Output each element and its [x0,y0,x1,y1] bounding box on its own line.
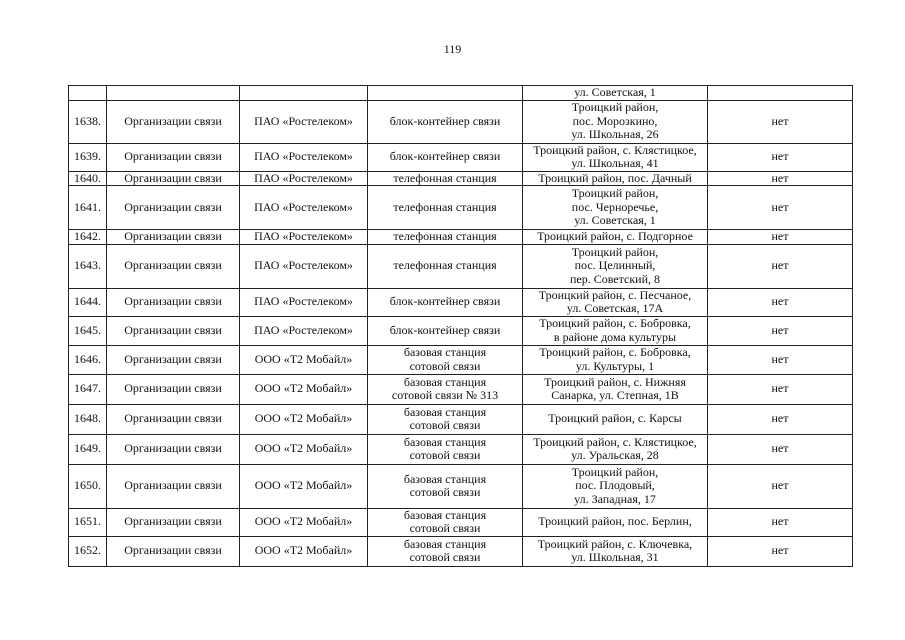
cell-object-type [368,186,523,230]
cell-address [523,345,708,374]
cell-object-type [368,143,523,171]
cell-object-type [368,464,523,508]
cell-object-type [368,230,523,245]
table-row [69,230,853,245]
address-line: ул. Советская, 1 [574,85,656,99]
cell-object-type [368,244,523,288]
cell-object-type [368,288,523,316]
address-line: ул. Советская, 1 [574,213,656,228]
table-row [69,186,853,230]
cell-object-type [368,316,523,345]
cell-number: 1648. [69,404,107,434]
cell-value: нет [708,230,853,245]
cell-address [523,316,708,345]
object-type-line: телефонная станция [393,258,497,273]
cell-category: Организации связи [107,171,240,186]
cell-value: нет [708,536,853,566]
object-type-line: базовая станция [403,434,487,449]
object-type-line: телефонная станция [393,171,497,185]
cell-number: 1639. [69,143,107,171]
object-type-line: блок-контейнер связи [389,322,501,337]
address-line: ул. Школьная, 26 [571,127,659,142]
cell-number: 1652. [69,536,107,566]
registry-table-body [69,86,853,567]
cell-organization: ООО «Т2 Мобайл» [240,404,368,434]
cell-value [708,86,853,101]
cell-organization: ООО «Т2 Мобайл» [240,508,368,536]
cell-organization: ООО «Т2 Мобайл» [240,464,368,508]
address-line: пос. Черноречье, [571,199,659,214]
address-line: Троицкий район, пос. Дачный [538,171,692,185]
cell-organization: ПАО «Ростелеком» [240,244,368,288]
object-type-line: базовая станция [403,536,487,551]
table-row [69,288,853,316]
object-type-line: базовая станция [403,404,487,419]
cell-value: нет [708,464,853,508]
cell-number: 1642. [69,230,107,245]
table-row [69,508,853,536]
cell-category: Организации связи [107,464,240,508]
address-line: пер. Советский, 8 [569,271,661,286]
cell-object-type [368,536,523,566]
cell-category: Организации связи [107,404,240,434]
cell-organization: ПАО «Ростелеком» [240,143,368,171]
cell-value: нет [708,143,853,171]
cell-address [523,171,708,186]
cell-address [523,404,708,434]
cell-value: нет [708,171,853,186]
address-line: Троицкий район, пос. Берлин, [538,514,692,529]
table-row [69,536,853,566]
cell-category: Организации связи [107,143,240,171]
address-line: Троицкий район, с. Клястицкое, [533,434,697,449]
cell-number: 1651. [69,508,107,536]
cell-number: 1650. [69,464,107,508]
cell-value: нет [708,374,853,404]
address-line: Троицкий район, с. Нижняя [544,374,686,389]
object-type-line: базовая станция [403,374,487,389]
address-line: Троицкий район, [571,100,659,115]
page-number: 119 [443,42,462,56]
cell-address [523,508,708,536]
address-line: ул. Советская, 17А [566,301,664,315]
table-row [69,171,853,186]
table-row [69,434,853,464]
cell-number: 1641. [69,186,107,230]
object-type-line: блок-контейнер связи [389,294,501,309]
address-line: пос. Морозкино, [572,113,658,128]
cell-number: 1643. [69,244,107,288]
cell-object-type [368,100,523,143]
cell-value: нет [708,316,853,345]
address-line: ул. Школьная, 31 [571,550,659,564]
cell-address [523,86,708,101]
cell-category: Организации связи [107,374,240,404]
address-line: Троицкий район, с. Карсы [548,411,682,426]
cell-value: нет [708,244,853,288]
cell-object-type [368,171,523,186]
cell-address [523,244,708,288]
object-type-line: блок-контейнер связи [389,149,501,164]
object-type-line: базовая станция [403,345,487,359]
cell-category: Организации связи [107,345,240,374]
cell-number: 1649. [69,434,107,464]
cell-value: нет [708,508,853,536]
address-line: Троицкий район, [571,464,659,479]
cell-category: Организации связи [107,100,240,143]
address-line: Троицкий район, с. Ключевка, [537,536,693,551]
cell-address [523,100,708,143]
object-type-line: блок-контейнер связи [389,113,501,128]
cell-address [523,230,708,245]
table-row [69,345,853,374]
cell-object-type [368,434,523,464]
address-line: Троицкий район, с. Бобровка, [539,316,691,330]
address-line: ул. Уральская, 28 [571,448,659,462]
object-type-line: сотовой связи [409,358,481,373]
object-type-line: базовая станция [403,508,487,522]
cell-organization: ООО «Т2 Мобайл» [240,536,368,566]
table-row [69,374,853,404]
table-row [69,464,853,508]
cell-value: нет [708,404,853,434]
cell-organization: ООО «Т2 Мобайл» [240,345,368,374]
object-type-line: сотовой связи [409,521,481,535]
address-line: ул. Западная, 17 [574,491,656,506]
cell-category [107,86,240,101]
object-type-line: сотовой связи № 313 [391,388,499,402]
cell-address [523,464,708,508]
cell-value: нет [708,288,853,316]
address-line: Троицкий район, с. Бобровка, [539,345,691,359]
cell-value: нет [708,186,853,230]
address-line: в районе дома культуры [553,329,677,344]
cell-number [69,86,107,101]
cell-category: Организации связи [107,536,240,566]
object-type-line: базовая станция [403,471,487,486]
cell-category: Организации связи [107,508,240,536]
cell-number: 1644. [69,288,107,316]
table-row [69,316,853,345]
cell-organization: ООО «Т2 Мобайл» [240,374,368,404]
table-row [69,244,853,288]
cell-address [523,288,708,316]
cell-category: Организации связи [107,186,240,230]
object-type-line: сотовой связи [409,448,481,462]
address-line: Троицкий район, [571,244,659,259]
cell-organization [240,86,368,101]
address-line: Троицкий район, с. Песчаное, [538,288,692,302]
cell-object-type [368,508,523,536]
object-type-line: телефонная станция [393,229,497,243]
cell-value: нет [708,100,853,143]
cell-organization: ПАО «Ростелеком» [240,316,368,345]
table-row [69,143,853,171]
address-line: Троицкий район, с. Клястицкое, [533,143,697,157]
cell-category: Организации связи [107,288,240,316]
cell-category: Организации связи [107,316,240,345]
cell-category: Организации связи [107,434,240,464]
address-line: ул. Культуры, 1 [575,358,655,373]
cell-number: 1647. [69,374,107,404]
address-line: Санарка, ул. Степная, 1В [551,388,679,402]
cell-object-type [368,404,523,434]
cell-address [523,434,708,464]
table-row [69,100,853,143]
cell-address [523,536,708,566]
table-row [69,404,853,434]
address-line: Троицкий район, с. Подгорное [537,229,693,243]
cell-address [523,374,708,404]
cell-value: нет [708,434,853,464]
cell-object-type [368,345,523,374]
object-type-line: сотовой связи [409,485,481,499]
address-line: Троицкий район, [571,186,659,201]
cell-number: 1646. [69,345,107,374]
cell-address [523,186,708,230]
continuation-row [69,86,853,101]
cell-object-type [368,374,523,404]
cell-category: Организации связи [107,244,240,288]
address-line: пос. Целинный, [574,258,656,273]
cell-address [523,143,708,171]
address-line: пос. Плодовый, [575,478,655,493]
cell-category: Организации связи [107,230,240,245]
cell-object-type [368,86,523,101]
cell-number: 1645. [69,316,107,345]
cell-organization: ПАО «Ростелеком» [240,230,368,245]
object-type-line: телефонная станция [393,199,497,214]
cell-number: 1638. [69,100,107,143]
object-type-line: сотовой связи [409,550,481,564]
cell-organization: ПАО «Ростелеком» [240,288,368,316]
cell-organization: ПАО «Ростелеком» [240,186,368,230]
address-line: ул. Школьная, 41 [571,156,659,170]
object-type-line: сотовой связи [409,418,481,432]
cell-organization: ПАО «Ростелеком» [240,171,368,186]
cell-value: нет [708,345,853,374]
registry-table [68,85,853,567]
cell-organization: ПАО «Ростелеком» [240,100,368,143]
cell-organization: ООО «Т2 Мобайл» [240,434,368,464]
cell-number: 1640. [69,171,107,186]
